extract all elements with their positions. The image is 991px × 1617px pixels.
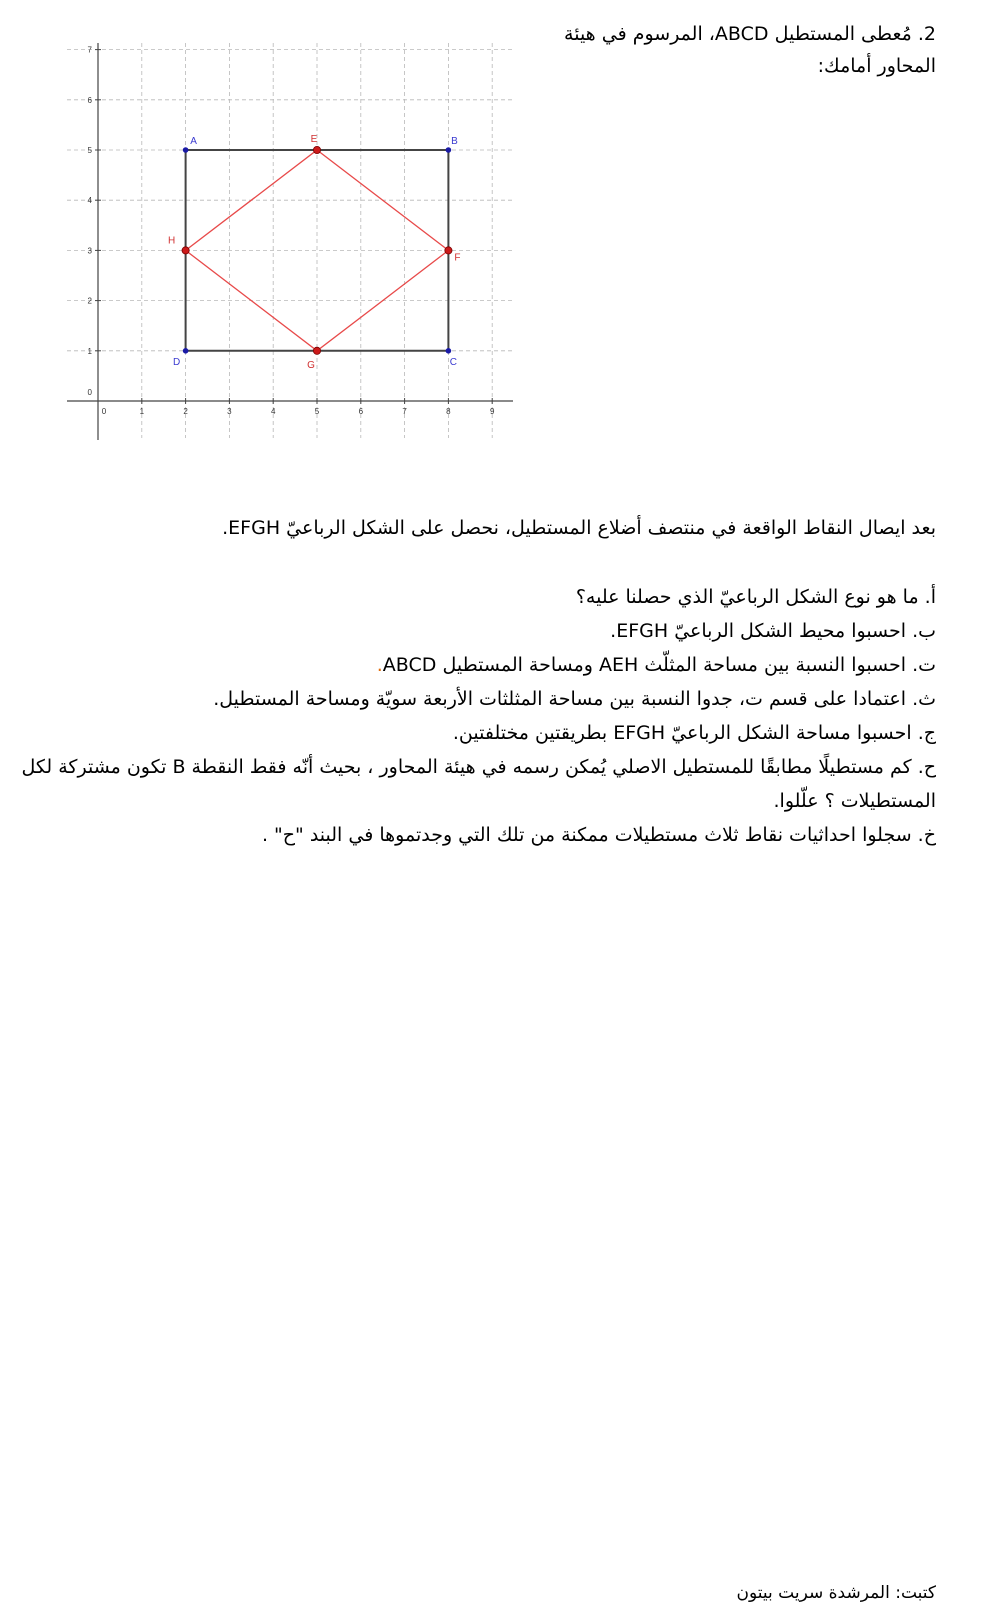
x-tick-label: 5: [314, 407, 320, 416]
label-c: C: [449, 356, 458, 368]
coordinate-graph: [65, 35, 515, 440]
x-tick-label: 4: [270, 407, 276, 416]
intro-text: بعد ايصال النقاط الواقعة في منتصف أضلاع المستطيل، نحصل على الشكل الرباعيّ EFGH.: [222, 517, 936, 539]
point-a: [183, 147, 189, 153]
item-b: ب. احسبوا محيط الشكل الرباعيّ EFGH.: [610, 620, 936, 642]
y-tick-label: 1: [87, 346, 92, 356]
y-tick-label: 3: [87, 246, 92, 256]
rectangle-abcd: [186, 150, 449, 351]
y-tick-label: 6: [87, 95, 92, 105]
y-tick-label: 4: [87, 196, 92, 206]
item-th: ث. اعتمادا على قسم ت، جدوا النسبة بين مساحة المثلثات الأربعة سويّة ومساحة المستطيل.: [213, 688, 936, 710]
y-tick-label: 7: [87, 45, 92, 55]
label-f: F: [454, 252, 461, 264]
label-a: A: [190, 136, 197, 147]
x-tick-label: 6: [358, 407, 364, 416]
point-g: [313, 347, 320, 354]
item-h: ح. كم مستطيلًا مطابقًا للمستطيل الاصلي يُمكن رسمه في هيئة المحاور ، بحيث أنّه فقط النقطة B تكون مشتركة لكل المستطيلات ؟ علّلوا.: [21, 756, 936, 812]
x-tick-label: 1: [139, 407, 145, 416]
point-c: [446, 348, 452, 354]
quadrilateral-efgh: [186, 150, 449, 351]
question-items: [16, 580, 936, 852]
item-a: أ. ما هو نوع الشكل الرباعيّ الذي حصلنا عليه؟: [575, 586, 936, 608]
label-g: G: [307, 359, 315, 371]
point-f: [445, 247, 452, 254]
label-h: H: [167, 235, 176, 247]
label-d: D: [172, 356, 181, 368]
point-b: [446, 147, 452, 153]
y-tick-label: 5: [87, 146, 92, 155]
label-b: B: [451, 136, 458, 147]
question-line-2: المحاور أمامك:: [817, 55, 936, 77]
x-tick-label: 2: [183, 407, 188, 416]
y-tick-label: 2: [87, 296, 92, 306]
x-tick-label: 9: [489, 407, 495, 416]
x-tick-label: 7: [402, 407, 407, 416]
point-e: [313, 146, 320, 153]
y-tick-label: 0: [87, 388, 92, 397]
label-e: E: [310, 134, 318, 145]
x-tick-label: 8: [446, 407, 451, 416]
question-heading: [546, 18, 936, 82]
x-tick-label: 3: [227, 407, 232, 416]
x-tick-label: 0: [101, 407, 107, 416]
item-t: ت. احسبوا النسبة بين مساحة المثلّث AEH ومساحة المستطيل ABCD.: [376, 654, 936, 676]
author-credit: كتبت: المرشدة سريت بيتون: [736, 1583, 936, 1603]
point-h: [182, 247, 189, 254]
point-d: [183, 348, 189, 354]
question-line-1: 2. مُعطى المستطيل ABCD، المرسوم في هيئة: [564, 23, 936, 45]
item-kh: خ. سجلوا احداثيات نقاط ثلاث مستطيلات ممكنة من تلك التي وجدتموها في البند "ح" .: [261, 824, 936, 846]
item-j: ج. احسبوا مساحة الشكل الرباعيّ EFGH بطريقتين مختلفتين.: [452, 722, 936, 744]
